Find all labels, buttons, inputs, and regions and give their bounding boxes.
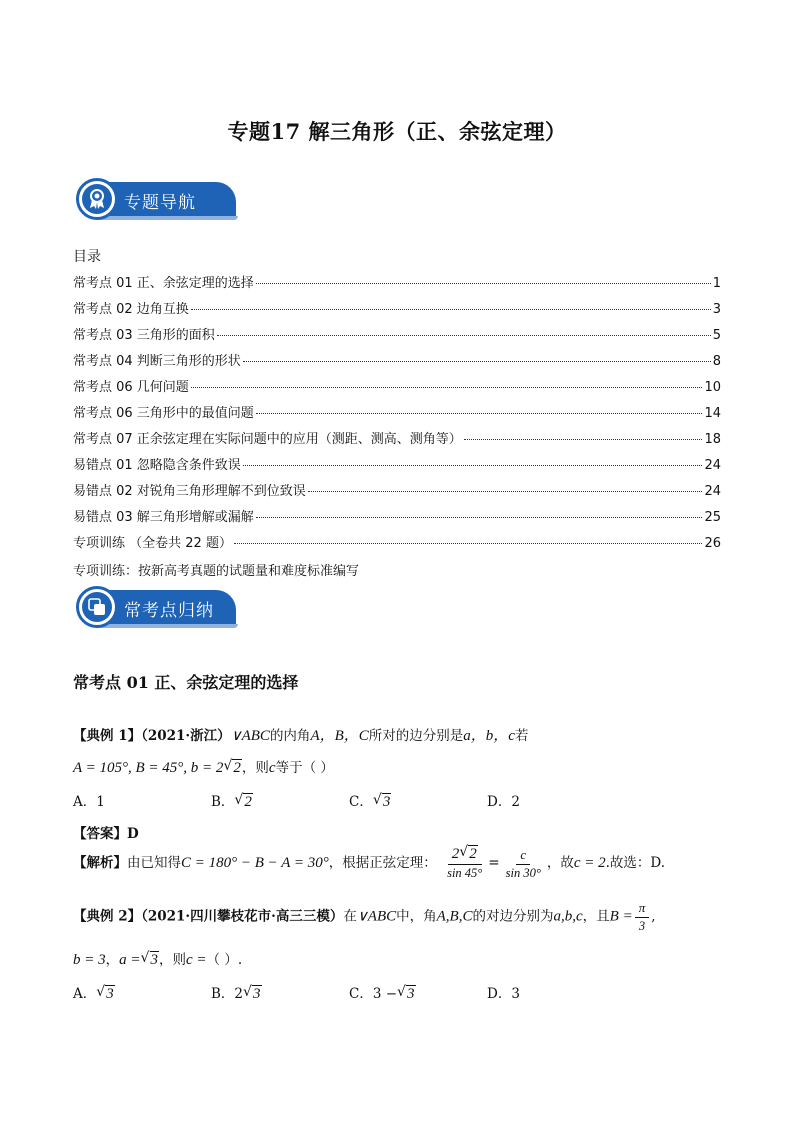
toc-item-label: 易错点 02 对锐角三角形理解不到位致误 xyxy=(73,484,306,499)
option-label: B．2 xyxy=(211,986,244,1002)
option-label: C．3 − xyxy=(349,986,398,1002)
text: ，根据正弦定理： xyxy=(328,855,437,871)
variable: c xyxy=(268,760,276,776)
toc-item-label: 常考点 06 几何问题 xyxy=(73,380,189,395)
toc-heading: 目录 xyxy=(73,249,101,265)
toc-item-page: 10 xyxy=(704,380,721,395)
text: 所对的边分别是 xyxy=(368,728,464,744)
table-of-contents xyxy=(73,272,721,558)
triangle-symbol: ∨ABC xyxy=(356,908,397,925)
denominator: 3 xyxy=(638,919,646,933)
text: ，故 xyxy=(546,855,574,871)
equation: b = 3 xyxy=(73,952,106,968)
text: （ ）. xyxy=(206,952,243,968)
toc-item-page: 14 xyxy=(704,406,721,421)
text: ，则 xyxy=(159,952,186,968)
triangle-symbol: ∨ABC xyxy=(230,728,270,744)
sqrt: √ 3 xyxy=(397,984,415,1002)
toc-item-label: 常考点 03 三角形的面积 xyxy=(73,328,215,343)
text: ，则 xyxy=(241,760,269,776)
option-a[interactable] xyxy=(73,982,115,1003)
text: 在 xyxy=(343,908,357,925)
option-b[interactable] xyxy=(211,982,262,1003)
text: ， xyxy=(105,952,120,968)
equation: B = xyxy=(609,908,633,925)
toc-item-label: 常考点 06 三角形中的最值问题 xyxy=(73,406,254,421)
denominator: sin 45° xyxy=(447,866,483,880)
sides: a,b,c xyxy=(553,908,583,925)
banner-label: 常考点归纳 xyxy=(124,601,214,621)
angles: A，B，C xyxy=(310,728,369,744)
page-title: 专题17 解三角形（正、余弦定理） xyxy=(227,119,567,144)
award-ribbon-icon xyxy=(76,178,118,220)
toc-item-page: 1 xyxy=(712,276,721,291)
example-source: （2021·浙江） xyxy=(141,728,231,744)
angles: A,B,C xyxy=(436,908,473,925)
toc-item-page: 26 xyxy=(704,536,721,551)
toc-item-page: 25 xyxy=(704,510,721,525)
toc-item-label: 常考点 07 正余弦定理在实际问题中的应用（测距、测高、测角等） xyxy=(73,432,462,447)
result: c = 2 xyxy=(573,855,606,871)
toc-item[interactable] xyxy=(73,298,721,324)
text: 的内角 xyxy=(269,728,311,744)
equation: a = xyxy=(119,952,141,968)
banner-underline xyxy=(96,216,238,220)
stacked-pages-icon xyxy=(76,586,118,628)
option-c[interactable] xyxy=(349,982,416,1003)
radicand: 3 xyxy=(407,986,415,1002)
fraction xyxy=(635,900,650,934)
text: .故选：D. xyxy=(605,855,666,871)
equation: c = xyxy=(186,952,207,968)
toc-item-page: 3 xyxy=(712,302,721,317)
option-label: C． xyxy=(349,794,373,810)
option-label: A． xyxy=(73,986,97,1002)
example-source: （2021·四川攀枝花市·高三三模） xyxy=(141,908,344,925)
text: 若 xyxy=(514,728,529,744)
option-c[interactable] xyxy=(349,790,391,811)
radicand: 2 xyxy=(233,760,241,776)
toc-item-page: 18 xyxy=(704,432,721,447)
denominator: sin 30° xyxy=(505,865,541,880)
toc-item-label: 易错点 03 解三角形增解或漏解 xyxy=(73,510,254,525)
numerator: π xyxy=(635,900,650,918)
toc-item-label: 常考点 01 正、余弦定理的选择 xyxy=(73,276,254,291)
numerator: c xyxy=(516,847,530,865)
radicand: 2 xyxy=(244,794,252,810)
toc-item-page: 5 xyxy=(712,328,721,343)
toc-item-page: 8 xyxy=(712,354,721,369)
toc-note: 专项训练：按新高考真题的试题量和难度标准编写 xyxy=(73,564,360,579)
toc-item[interactable] xyxy=(73,324,721,350)
option-d[interactable]: D．3 xyxy=(487,986,520,1002)
radicand: 3 xyxy=(150,952,158,968)
banner-label: 专题导航 xyxy=(124,193,196,213)
sqrt: √ 2 xyxy=(223,758,241,776)
option-b[interactable] xyxy=(211,790,253,811)
example2-given xyxy=(73,948,242,969)
toc-item-label: 专项训练 （全卷共 22 题） xyxy=(73,536,232,551)
text: 中，角 xyxy=(396,908,437,925)
banner-key-points xyxy=(76,586,236,628)
example-tag: 【典例 2】 xyxy=(73,908,142,925)
toc-item[interactable] xyxy=(73,532,721,558)
radicand: 3 xyxy=(106,986,114,1002)
text: ，且 xyxy=(582,908,610,925)
text: 等于（ ） xyxy=(275,760,334,776)
sqrt: √ 3 xyxy=(140,950,158,968)
equation: C = 180° − B − A = 30° xyxy=(181,855,329,871)
toc-item[interactable] xyxy=(73,428,721,454)
toc-item-label: 常考点 04 判断三角形的形状 xyxy=(73,354,241,369)
example1-answer: 【答案】D xyxy=(73,826,139,842)
radicand: 2 xyxy=(469,846,477,862)
example2-stem: 【典例 2】（2021·四川攀枝花市·高三三模）在∨ABC中，角A,B,C的对边分别为a,b,c，且B = $\frac{\pi}{3}$ , xyxy=(73,900,656,933)
toc-item[interactable] xyxy=(73,272,721,298)
sqrt: √ 2 xyxy=(234,792,252,810)
toc-item-page: 24 xyxy=(704,458,721,473)
example1-stem xyxy=(73,724,528,745)
option-d[interactable]: D．2 xyxy=(487,794,520,810)
radicand: 3 xyxy=(253,986,261,1002)
toc-item[interactable] xyxy=(73,402,721,428)
toc-item-label: 易错点 01 忽略隐含条件致误 xyxy=(73,458,241,473)
example1-given xyxy=(73,756,334,777)
toc-item[interactable] xyxy=(73,454,721,480)
numerator: 2 xyxy=(451,846,460,862)
toc-item[interactable] xyxy=(73,376,721,402)
toc-item[interactable] xyxy=(73,506,721,532)
option-a[interactable]: A．1 xyxy=(73,794,105,810)
banner-topic-navigation xyxy=(76,178,236,220)
sqrt: √ 3 xyxy=(243,984,261,1002)
banner-underline xyxy=(96,624,238,628)
toc-item[interactable] xyxy=(73,480,721,506)
text: 由已知得 xyxy=(127,855,181,871)
text: 的对边分别为 xyxy=(472,908,554,925)
radicand: 3 xyxy=(382,794,391,810)
example1-analysis: 【解析】由已知得C = 180° − B − A = 30°，根据正弦定理： 2 √ 2 sin 45° = $\frac{c}{\sin 30^\circ}$ ，故c = 2.故选：D. xyxy=(73,844,666,880)
given-values: A = 105°, B = 45°, b = 2 xyxy=(73,760,224,776)
sqrt: √ 3 xyxy=(372,792,391,810)
fraction xyxy=(502,847,545,881)
fraction: 2 √ 2 sin 45° xyxy=(443,846,486,881)
toc-item[interactable] xyxy=(73,350,721,376)
toc-item-label: 常考点 02 边角互换 xyxy=(73,302,189,317)
sides: a，b，c xyxy=(463,728,515,744)
analysis-tag: 【解析】 xyxy=(73,855,127,871)
example-tag: 【典例 1】 xyxy=(73,728,142,744)
toc-item-page: 24 xyxy=(704,484,721,499)
sqrt: √ 3 xyxy=(96,984,114,1002)
section-title: 常考点 01 正、余弦定理的选择 xyxy=(73,673,299,692)
option-label: B． xyxy=(211,794,235,810)
